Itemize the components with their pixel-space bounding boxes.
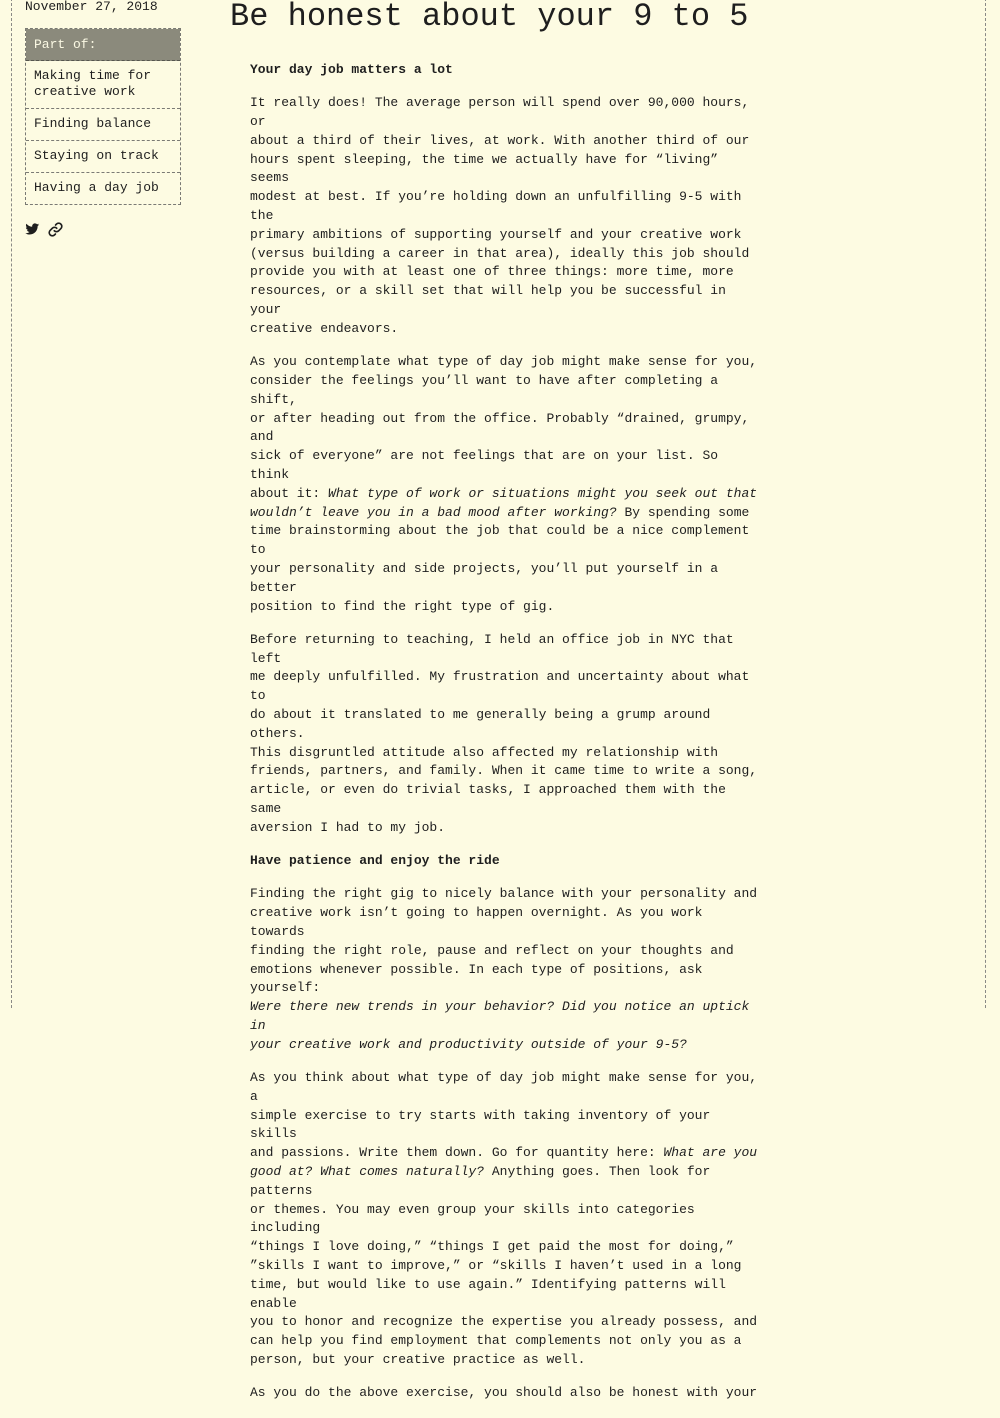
paragraph [250,885,760,1054]
section-heading: Your day job matters a lot [250,62,453,77]
paragraph [250,353,760,616]
paragraph: Before returning to teaching, I held an office job in NYC that left me deeply unfulfilled. My frustration and uncertainty about what to do about it translated to me generally being a grump around others. This disgruntled attitude also affected my relationship with friends, partners, and family. When it came time to write a song, article, or even do trivial tasks, I approached them with the same aversion I had to my job. [250,631,758,835]
paragraph: As you do the above exercise, you should also be honest with your [250,1385,758,1401]
article-body [250,61,760,1418]
post-date: November 27, 2018 [25,0,158,14]
series-item-finding-balance[interactable]: Finding balance [26,109,180,141]
series-menu [25,28,181,205]
paragraph [250,1069,760,1370]
paragraph-text: Finding the right gig to nicely balance with your personality and creative work isn’t going to happen overnight. As you work towards finding the right role, pause and reflect on your thoughts and emotions whenever possible. In each type of positions, ask yourself: [250,886,758,996]
sidebar [25,0,181,237]
paragraph-text: Anything goes. Then look for patterns or themes. You may even group your skills into categories including “things I love doing,” “things I get paid the most for doing,” ”skills I want to improve,” or “skills I haven’t used in a long time, but would like to use again.” Identifying patterns will enable you to honor and recognize the expertise you already possess, and can help you find employment that complements not only you as a person, but your creative practice as well. [250,1164,758,1367]
share-links [25,222,181,237]
paragraph-text: By spending some time brainstorming about the job that could be a nice complement to your personality and side projects, you’ll put yourself in a better position to find the right type of gig. [250,504,750,614]
twitter-icon[interactable] [25,222,40,237]
post-title: Be honest about your 9 to 5 [230,0,749,35]
series-item-staying-on-track[interactable]: Staying on track [26,141,180,173]
series-header: Part of: [26,29,180,61]
section-heading: Have patience and enjoy the ride [250,853,500,869]
series-item-making-time[interactable]: Making time for creative work [26,61,180,109]
italic-question: What type of work or situations might you seek out that wouldn’t leave you in a bad mood after working? [250,485,758,520]
italic-question: Were there new trends in your behavior? Did you notice an uptick in your creative work and productivity outside of your 9-5? [250,999,750,1052]
link-icon[interactable] [48,222,63,237]
italic-question: What are you good at? What comes naturally? [250,1145,758,1180]
paragraph-text: As you contemplate what type of day job might make sense for you, consider the feelings you’ll want to have after completing a shift, or after heading out from the office. Probably “drained, grumpy, and sick of everyone” are not feelings that are on your list. So think about it: [250,354,758,501]
series-item-having-a-day-job[interactable]: Having a day job [34,180,159,195]
paragraph: It really does! The average person will spend over 90,000 hours, or about a third of their lives, at work. With another third of our hours spent sleeping, the time we actually have for “living” seems modest at best. If you’re holding down an unfulfilling 9-5 with the primary ambitions of supporting yourself and your creative work (versus building a career in that area), ideally this job should provide you with at least one of three things: more time, more resources, or a skill set that will help you be successful in your creative endeavors. [250,95,750,336]
paragraph-text: As you think about what type of day job might make sense for you, a simple exercise to try starts with taking inventory of your skills and passions. Write them down. Go for quantity here: [250,1070,758,1161]
